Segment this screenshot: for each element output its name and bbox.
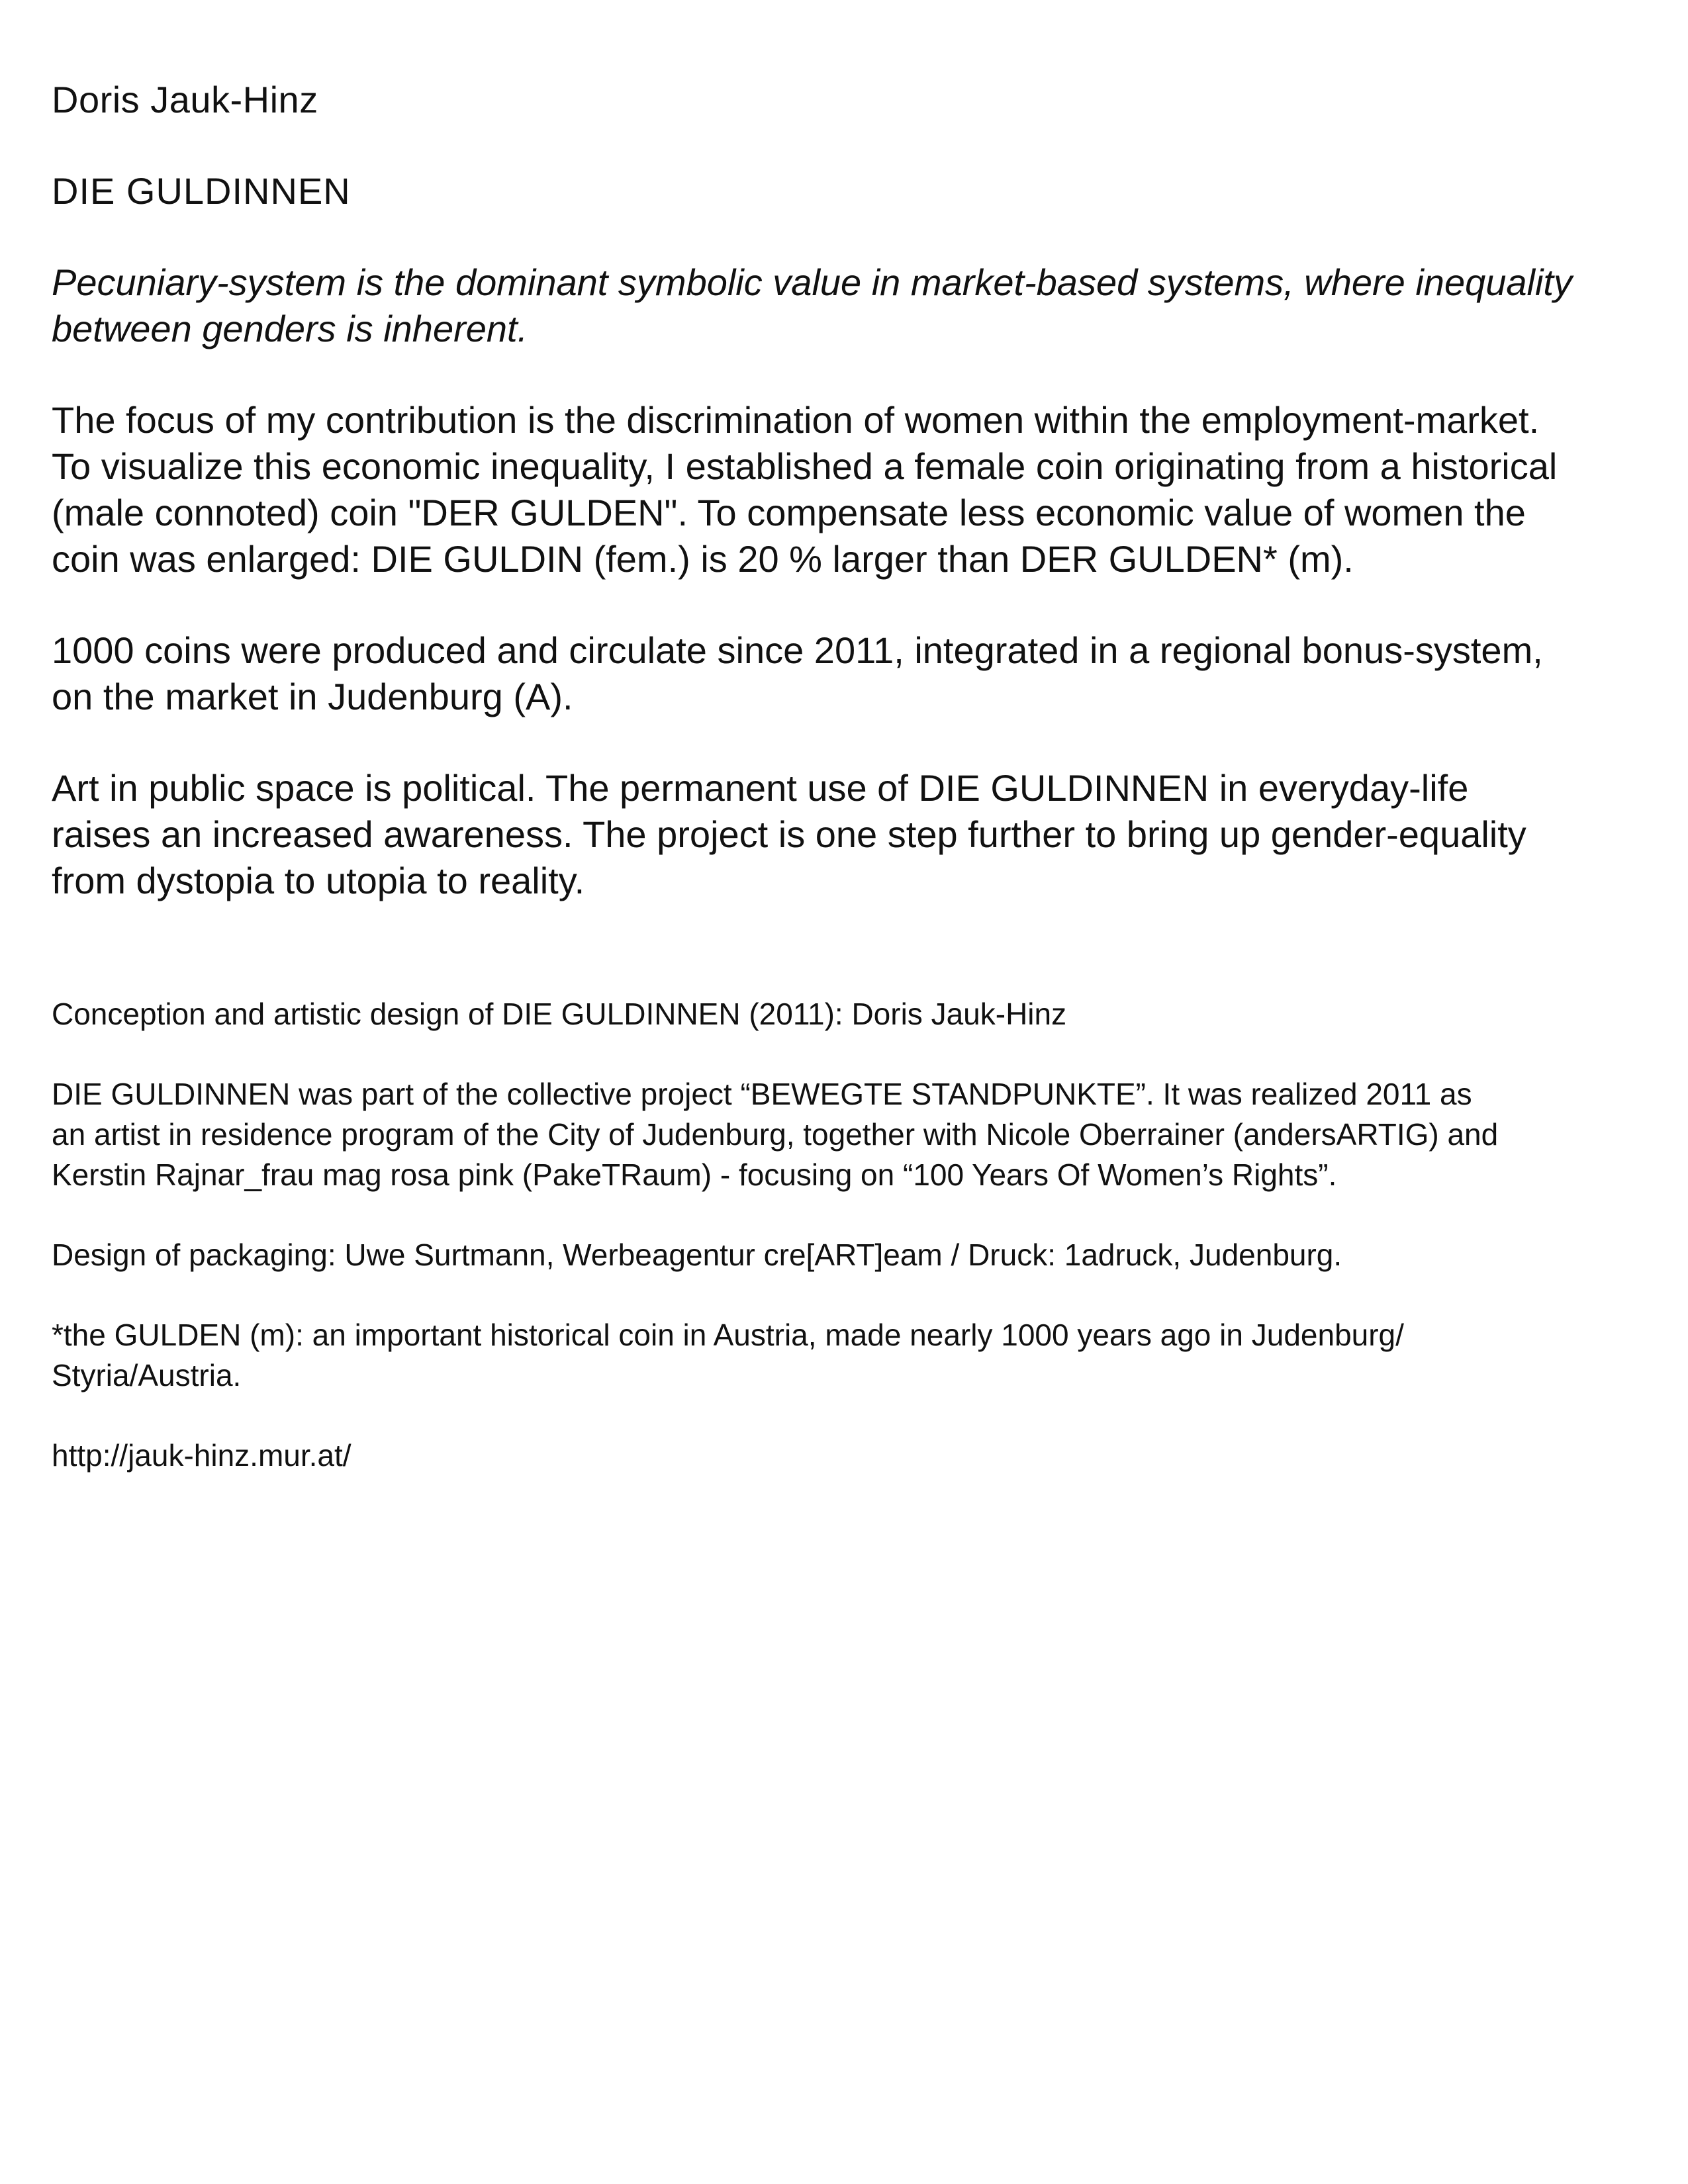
paragraph-line: 1000 coins were produced and circulate since 2011, integrated in a regional bonus-system,: [52, 629, 1543, 671]
footnote-line: *the GULDEN (m): an important historical coin in Austria, made nearly 1000 years ago in Judenburg/: [52, 1318, 1404, 1352]
paragraph-focus: [52, 397, 1654, 582]
footnote: [52, 1315, 1654, 1396]
paragraph-line: Art in public space is political. The permanent use of DIE GULDINNEN in everyday-life: [52, 767, 1469, 809]
credit-line: an artist in residence program of the City of Judenburg, together with Nicole Oberrainer (andersARTIG) and: [52, 1117, 1499, 1152]
paragraph-art: [52, 765, 1654, 904]
paragraph-coins: [52, 627, 1654, 720]
credit-packaging: Design of packaging: Uwe Surtmann, Werbeagentur cre[ART]eam / Druck: 1adruck, Judenburg.: [52, 1238, 1342, 1272]
paragraph-line: on the market in Judenburg (A).: [52, 676, 573, 717]
lead-line: Pecuniary-system is the dominant symbolic value in market-based systems, where inequality: [52, 261, 1572, 303]
paragraph-line: raises an increased awareness. The project is one step further to bring up gender-equality: [52, 813, 1526, 855]
document-page: [52, 77, 1654, 1516]
author-name: Doris Jauk-Hinz: [52, 79, 318, 120]
credit-conception: Conception and artistic design of DIE GULDINNEN (2011): Doris Jauk-Hinz: [52, 997, 1067, 1031]
paragraph-line: coin was enlarged: DIE GULDIN (fem.) is 20 % larger than DER GULDEN* (m).: [52, 538, 1354, 580]
paragraph-line: (male connoted) coin "DER GULDEN". To compensate less economic value of women the: [52, 492, 1526, 533]
paragraph-line: from dystopia to utopia to reality.: [52, 860, 585, 901]
paragraph-line: The focus of my contribution is the discrimination of women within the employment-market.: [52, 399, 1540, 441]
paragraph-line: To visualize this economic inequality, I established a female coin originating from a historical: [52, 445, 1558, 487]
document-title: DIE GULDINNEN: [52, 170, 351, 212]
credit-line: DIE GULDINNEN was part of the collective project “BEWEGTE STANDPUNKTE”. It was realized 2011 as: [52, 1077, 1472, 1111]
lead-statement: [52, 259, 1654, 352]
credit-project: [52, 1074, 1654, 1195]
footnote-line: Styria/Austria.: [52, 1358, 242, 1392]
credit-line: Kerstin Rajnar_frau mag rosa pink (PakeTRaum) - focusing on “100 Years Of Women’s Rights”.: [52, 1158, 1337, 1192]
website-link[interactable]: http://jauk-hinz.mur.at/: [52, 1438, 352, 1473]
lead-line: between genders is inherent.: [52, 308, 528, 349]
